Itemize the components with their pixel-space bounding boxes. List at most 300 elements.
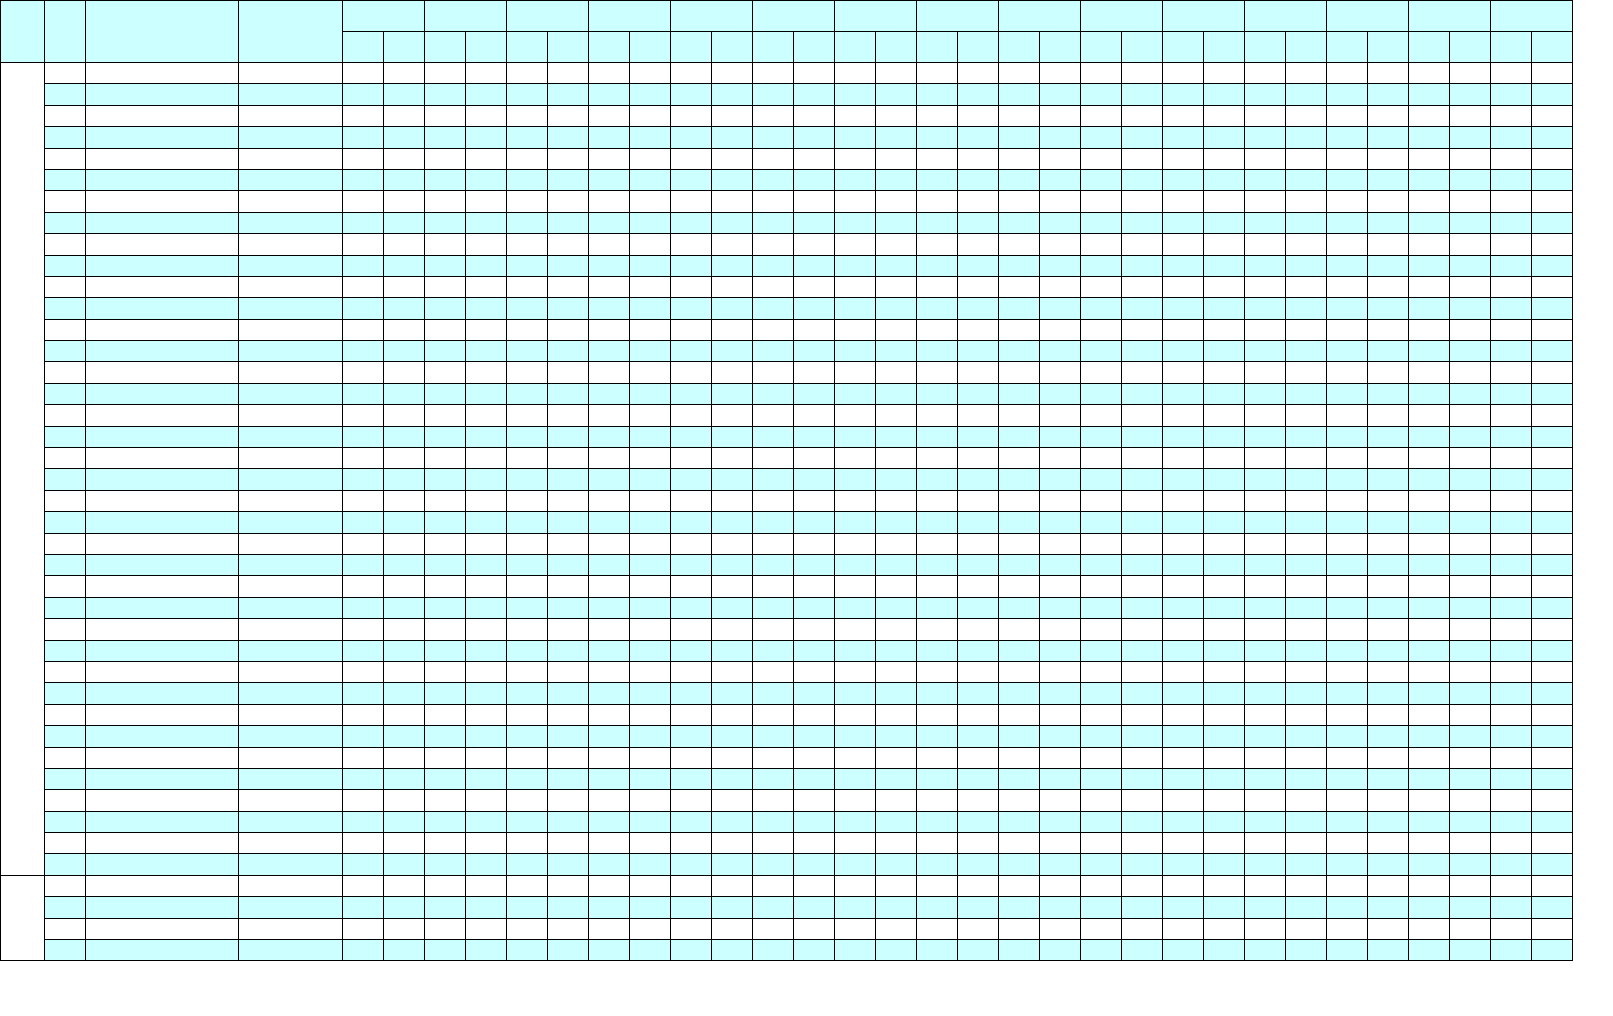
rank-cell: [876, 362, 917, 383]
rank-cell: [1204, 854, 1245, 875]
score-range-cell: [1245, 362, 1286, 383]
score-range-cell: [1245, 597, 1286, 618]
rank-cell: [548, 362, 589, 383]
score-range-cell: [835, 726, 876, 747]
rank-cell: [1450, 790, 1491, 811]
rank-cell: [958, 704, 999, 725]
rank-cell: [1122, 747, 1163, 768]
score-range-cell: [835, 276, 876, 297]
score-range-cell: [589, 619, 630, 640]
category-cell: [239, 212, 343, 233]
table-row: [1, 726, 1573, 747]
score-range-cell: [917, 148, 958, 169]
score-range-cell: [1491, 298, 1532, 319]
score-range-cell: [425, 490, 466, 511]
rank-cell: [1532, 490, 1573, 511]
rank-cell: [548, 726, 589, 747]
rank-cell: [1450, 533, 1491, 554]
rank-cell: [794, 212, 835, 233]
score-range-cell: [1163, 875, 1204, 896]
score-range-cell: [425, 84, 466, 105]
score-range-header: [1327, 32, 1368, 63]
score-range-cell: [589, 490, 630, 511]
score-range-cell: [753, 319, 794, 340]
score-range-cell: [1081, 276, 1122, 297]
rank-cell: [958, 362, 999, 383]
rank-cell: [958, 661, 999, 682]
score-range-cell: [753, 383, 794, 404]
score-range-cell: [999, 683, 1040, 704]
score-range-cell: [835, 768, 876, 789]
rank-cell: [1040, 747, 1081, 768]
rank-cell: [712, 576, 753, 597]
score-range-cell: [1163, 533, 1204, 554]
category-cell: [239, 661, 343, 682]
rank-cell: [630, 341, 671, 362]
score-range-cell: [1163, 554, 1204, 575]
rank-cell: [794, 704, 835, 725]
score-range-cell: [1491, 105, 1532, 126]
rank-cell: [876, 918, 917, 939]
score-range-cell: [1327, 811, 1368, 832]
rank-cell: [1368, 169, 1409, 190]
rank-cell: [548, 341, 589, 362]
score-range-cell: [1163, 105, 1204, 126]
score-range-cell: [507, 747, 548, 768]
table-row: [1, 661, 1573, 682]
rank-cell: [466, 298, 507, 319]
rank-cell: [876, 704, 917, 725]
rank-cell: [1532, 148, 1573, 169]
score-range-cell: [1245, 319, 1286, 340]
score-range-cell: [999, 597, 1040, 618]
rank-cell: [548, 533, 589, 554]
score-range-cell: [671, 362, 712, 383]
rank-cell: [794, 854, 835, 875]
score-range-cell: [589, 255, 630, 276]
rank-cell: [548, 512, 589, 533]
score-range-cell: [343, 212, 384, 233]
rank-cell: [794, 918, 835, 939]
major-name-cell: [86, 512, 239, 533]
rank-cell: [958, 212, 999, 233]
score-range-cell: [507, 383, 548, 404]
rank-cell: [1286, 790, 1327, 811]
rank-cell: [1532, 554, 1573, 575]
rank-cell: [712, 212, 753, 233]
rank-cell: [1040, 84, 1081, 105]
score-range-cell: [1409, 512, 1450, 533]
rank-cell: [1204, 661, 1245, 682]
rank-cell: [1040, 619, 1081, 640]
score-range-cell: [343, 298, 384, 319]
rank-cell: [1204, 790, 1245, 811]
score-range-cell: [425, 554, 466, 575]
rank-cell: [794, 726, 835, 747]
rank-cell: [1122, 683, 1163, 704]
rank-header: [876, 32, 917, 63]
rank-cell: [1286, 597, 1327, 618]
seq-cell: [45, 854, 86, 875]
score-range-cell: [917, 319, 958, 340]
score-range-cell: [835, 576, 876, 597]
score-range-cell: [1491, 426, 1532, 447]
score-range-cell: [1327, 255, 1368, 276]
rank-cell: [1368, 405, 1409, 426]
category-cell: [239, 918, 343, 939]
score-range-cell: [1327, 833, 1368, 854]
rank-cell: [1450, 661, 1491, 682]
score-range-cell: [589, 362, 630, 383]
score-range-cell: [1491, 683, 1532, 704]
score-range-cell: [671, 640, 712, 661]
score-range-cell: [1327, 854, 1368, 875]
table-row: [1, 319, 1573, 340]
rank-cell: [876, 127, 917, 148]
rank-cell: [1532, 319, 1573, 340]
rank-cell: [1204, 619, 1245, 640]
score-range-cell: [835, 405, 876, 426]
category-cell: [239, 554, 343, 575]
score-range-cell: [1163, 63, 1204, 84]
score-range-cell: [1245, 490, 1286, 511]
rank-cell: [1532, 940, 1573, 961]
rank-cell: [876, 897, 917, 918]
score-range-cell: [589, 661, 630, 682]
score-range-cell: [753, 298, 794, 319]
rank-cell: [1204, 234, 1245, 255]
score-range-cell: [999, 298, 1040, 319]
rank-cell: [1122, 790, 1163, 811]
score-range-cell: [343, 255, 384, 276]
rank-cell: [548, 619, 589, 640]
score-range-cell: [1081, 148, 1122, 169]
rank-cell: [1122, 811, 1163, 832]
rank-cell: [1040, 383, 1081, 404]
score-range-cell: [507, 105, 548, 126]
score-range-cell: [589, 833, 630, 854]
score-range-cell: [999, 490, 1040, 511]
rank-cell: [630, 448, 671, 469]
rank-cell: [630, 533, 671, 554]
score-range-cell: [507, 212, 548, 233]
rank-cell: [1286, 833, 1327, 854]
rank-cell: [630, 255, 671, 276]
rank-cell: [794, 105, 835, 126]
rank-cell: [1204, 298, 1245, 319]
rank-cell: [1450, 191, 1491, 212]
score-range-cell: [1163, 576, 1204, 597]
rank-cell: [876, 426, 917, 447]
score-range-cell: [1163, 661, 1204, 682]
score-range-cell: [1163, 148, 1204, 169]
rank-cell: [1368, 704, 1409, 725]
rank-cell: [1286, 84, 1327, 105]
score-range-cell: [753, 726, 794, 747]
score-range-cell: [999, 790, 1040, 811]
rank-cell: [1122, 169, 1163, 190]
rank-cell: [548, 212, 589, 233]
rank-cell: [1122, 255, 1163, 276]
rank-cell: [1368, 554, 1409, 575]
score-range-cell: [507, 533, 548, 554]
score-range-cell: [753, 597, 794, 618]
score-range-cell: [753, 405, 794, 426]
score-range-cell: [507, 234, 548, 255]
rank-cell: [794, 790, 835, 811]
seq-cell: [45, 811, 86, 832]
category-cell: [239, 597, 343, 618]
rank-cell: [958, 319, 999, 340]
rank-cell: [1122, 426, 1163, 447]
score-range-cell: [343, 768, 384, 789]
rank-cell: [876, 63, 917, 84]
rank-cell: [1122, 212, 1163, 233]
rank-cell: [548, 169, 589, 190]
rank-cell: [1204, 875, 1245, 896]
table-row: [1, 576, 1573, 597]
rank-cell: [958, 298, 999, 319]
score-range-cell: [917, 191, 958, 212]
rank-cell: [1286, 105, 1327, 126]
score-range-cell: [917, 212, 958, 233]
score-range-cell: [1491, 169, 1532, 190]
rank-cell: [712, 875, 753, 896]
seq-cell: [45, 918, 86, 939]
score-range-cell: [753, 127, 794, 148]
table-row: [1, 704, 1573, 725]
major-name-cell: [86, 747, 239, 768]
score-range-cell: [835, 619, 876, 640]
score-range-cell: [1245, 918, 1286, 939]
major-name-cell: [86, 918, 239, 939]
score-range-cell: [1491, 940, 1532, 961]
score-range-cell: [343, 105, 384, 126]
major-name-cell: [86, 63, 239, 84]
rank-cell: [958, 148, 999, 169]
rank-cell: [1286, 875, 1327, 896]
rank-cell: [712, 298, 753, 319]
rank-cell: [1532, 597, 1573, 618]
score-range-cell: [425, 383, 466, 404]
score-range-cell: [999, 191, 1040, 212]
rank-cell: [794, 127, 835, 148]
score-range-cell: [1163, 811, 1204, 832]
score-range-cell: [1491, 84, 1532, 105]
rank-cell: [1450, 319, 1491, 340]
rank-cell: [630, 875, 671, 896]
score-range-cell: [835, 661, 876, 682]
score-range-cell: [589, 148, 630, 169]
rank-cell: [384, 298, 425, 319]
rank-cell: [384, 169, 425, 190]
rank-cell: [548, 448, 589, 469]
rank-cell: [1204, 105, 1245, 126]
score-range-cell: [1491, 554, 1532, 575]
rank-cell: [1450, 940, 1491, 961]
major-name-cell: [86, 191, 239, 212]
rank-cell: [1286, 768, 1327, 789]
rank-cell: [1040, 426, 1081, 447]
rank-cell: [1532, 533, 1573, 554]
score-range-cell: [1491, 597, 1532, 618]
rank-cell: [1286, 811, 1327, 832]
major-name-cell: [86, 726, 239, 747]
score-range-cell: [1409, 833, 1450, 854]
score-range-cell: [1327, 940, 1368, 961]
score-range-cell: [671, 768, 712, 789]
rank-cell: [1204, 640, 1245, 661]
score-range-cell: [917, 426, 958, 447]
score-range-cell: [343, 512, 384, 533]
score-range-cell: [1491, 790, 1532, 811]
rank-cell: [548, 84, 589, 105]
score-range-cell: [1327, 383, 1368, 404]
rank-cell: [1368, 234, 1409, 255]
category-cell: [239, 276, 343, 297]
score-range-cell: [753, 362, 794, 383]
score-range-cell: [999, 811, 1040, 832]
category-cell: [239, 768, 343, 789]
score-range-cell: [589, 169, 630, 190]
rank-cell: [1450, 875, 1491, 896]
score-range-cell: [917, 768, 958, 789]
rank-cell: [1368, 940, 1409, 961]
rank-cell: [1532, 169, 1573, 190]
score-range-cell: [425, 897, 466, 918]
score-range-cell: [1491, 726, 1532, 747]
score-range-cell: [753, 747, 794, 768]
rank-cell: [958, 554, 999, 575]
rank-cell: [712, 255, 753, 276]
score-range-cell: [671, 169, 712, 190]
rank-cell: [630, 298, 671, 319]
rank-cell: [794, 683, 835, 704]
category-cell: [239, 854, 343, 875]
score-range-cell: [671, 512, 712, 533]
score-range-cell: [343, 875, 384, 896]
rank-cell: [958, 683, 999, 704]
category-cell: [239, 105, 343, 126]
category-cell: [239, 704, 343, 725]
score-range-cell: [917, 105, 958, 126]
rank-cell: [1286, 940, 1327, 961]
rank-cell: [712, 341, 753, 362]
rank-cell: [1450, 854, 1491, 875]
score-range-cell: [999, 319, 1040, 340]
rank-cell: [1368, 490, 1409, 511]
rank-cell: [1286, 469, 1327, 490]
rank-cell: [1532, 341, 1573, 362]
rank-cell: [794, 448, 835, 469]
rank-cell: [712, 127, 753, 148]
rank-cell: [1204, 383, 1245, 404]
table-row: [1, 191, 1573, 212]
score-range-cell: [1245, 105, 1286, 126]
rank-cell: [958, 490, 999, 511]
rank-cell: [1450, 169, 1491, 190]
score-range-header: [835, 32, 876, 63]
rank-cell: [876, 661, 917, 682]
rank-cell: [548, 640, 589, 661]
rank-cell: [1204, 940, 1245, 961]
rank-cell: [958, 469, 999, 490]
rank-cell: [1040, 191, 1081, 212]
seq-cell: [45, 704, 86, 725]
rank-cell: [876, 255, 917, 276]
table-row: [1, 747, 1573, 768]
rank-cell: [1040, 854, 1081, 875]
score-range-cell: [507, 897, 548, 918]
rank-cell: [712, 597, 753, 618]
rank-cell: [1532, 747, 1573, 768]
rank-cell: [1532, 234, 1573, 255]
score-range-cell: [1081, 683, 1122, 704]
major-name-cell: [86, 383, 239, 404]
score-range-cell: [999, 362, 1040, 383]
rank-cell: [1204, 84, 1245, 105]
score-range-cell: [753, 63, 794, 84]
rank-cell: [876, 683, 917, 704]
rank-cell: [548, 234, 589, 255]
rank-cell: [466, 426, 507, 447]
rank-cell: [1122, 490, 1163, 511]
major-name-cell: [86, 833, 239, 854]
score-range-cell: [1409, 683, 1450, 704]
rank-cell: [712, 276, 753, 297]
seq-cell: [45, 84, 86, 105]
rank-cell: [548, 897, 589, 918]
score-range-cell: [1327, 341, 1368, 362]
rank-header: [1122, 32, 1163, 63]
score-range-cell: [1245, 448, 1286, 469]
rank-cell: [1532, 426, 1573, 447]
category-cell: [239, 683, 343, 704]
score-range-cell: [835, 319, 876, 340]
table-row: [1, 383, 1573, 404]
rank-cell: [876, 298, 917, 319]
rank-cell: [1286, 319, 1327, 340]
rank-cell: [1286, 448, 1327, 469]
score-range-cell: [425, 661, 466, 682]
table-row: [1, 918, 1573, 939]
rank-cell: [712, 833, 753, 854]
score-range-cell: [507, 790, 548, 811]
rank-cell: [958, 597, 999, 618]
score-range-cell: [589, 790, 630, 811]
score-range-cell: [1327, 63, 1368, 84]
seq-cell: [45, 383, 86, 404]
table-row: [1, 276, 1573, 297]
level-cell: [1, 875, 45, 961]
score-range-cell: [835, 597, 876, 618]
score-range-cell: [1081, 319, 1122, 340]
score-range-cell: [425, 875, 466, 896]
score-range-cell: [589, 341, 630, 362]
rank-cell: [794, 362, 835, 383]
score-range-cell: [1491, 854, 1532, 875]
major-name-cell: [86, 448, 239, 469]
score-range-cell: [671, 897, 712, 918]
rank-cell: [384, 341, 425, 362]
province-header: [999, 1, 1081, 32]
score-range-cell: [1163, 918, 1204, 939]
rank-cell: [1040, 768, 1081, 789]
score-range-cell: [1245, 726, 1286, 747]
rank-cell: [548, 704, 589, 725]
score-range-cell: [1245, 768, 1286, 789]
rank-cell: [1368, 726, 1409, 747]
